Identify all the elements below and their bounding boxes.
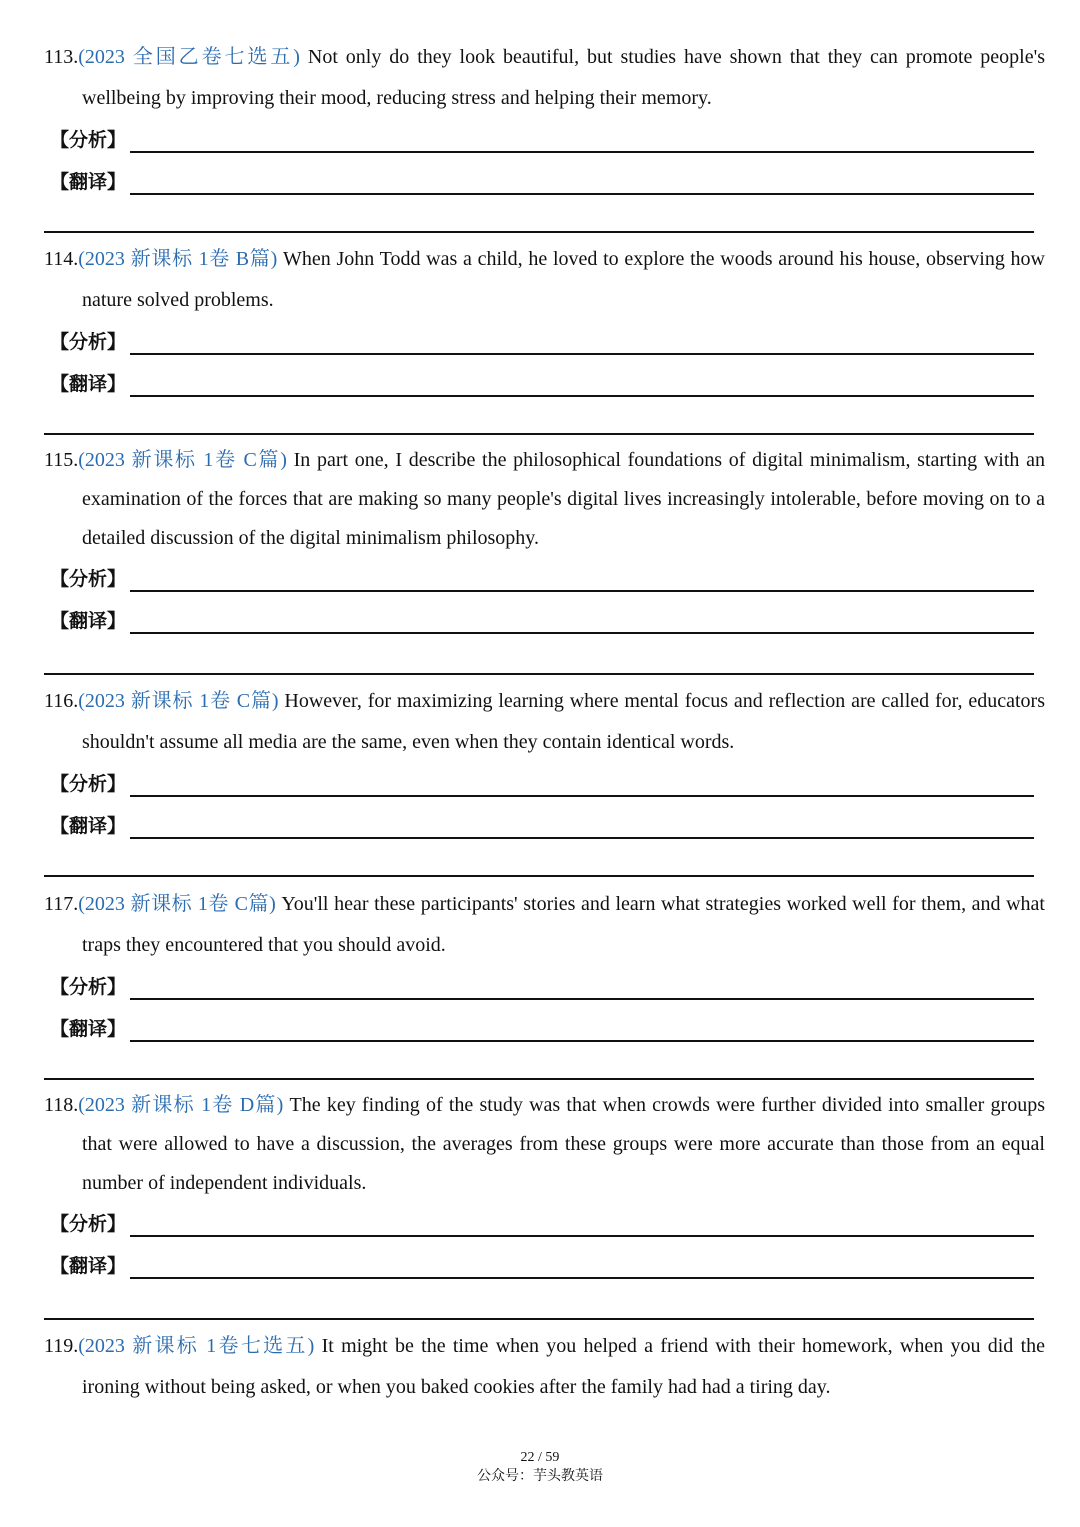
question-number: 119. xyxy=(44,1335,79,1357)
answer-line[interactable] xyxy=(130,590,1034,592)
answer-line[interactable] xyxy=(130,353,1034,355)
answer-line[interactable] xyxy=(44,875,1034,877)
translation-row xyxy=(44,805,1045,847)
question-source: (2023 新课标 1卷 C篇) xyxy=(78,690,279,712)
question-stem xyxy=(44,441,1045,558)
page-footer xyxy=(0,1449,1080,1485)
answer-line[interactable] xyxy=(130,795,1034,797)
question-source: (2023 新课标 1卷 D篇) xyxy=(78,1094,284,1116)
question-number: 115. xyxy=(44,449,79,471)
answer-line[interactable] xyxy=(130,151,1034,153)
translation-label: 【翻译】 xyxy=(50,373,127,395)
question-number: 117. xyxy=(44,893,79,915)
question-text: In part one, I describe the philosophical foundations of digital minimalism, starting with an examination of the forces that are making so many people's digital lives increasingly intolerable, before moving on to a detailed discussion of the digital minimalism philosophy. xyxy=(82,449,1045,549)
question-source: (2023 新课标 1卷 C篇) xyxy=(78,893,276,915)
translation-label: 【翻译】 xyxy=(50,610,127,632)
question-118 xyxy=(44,1086,1045,1287)
analysis-label: 【分析】 xyxy=(50,976,127,998)
analysis-row xyxy=(44,966,1045,1008)
translation-row xyxy=(44,1008,1045,1050)
answer-line[interactable] xyxy=(44,433,1034,435)
answer-line[interactable] xyxy=(44,1318,1034,1320)
question-119 xyxy=(44,1326,1045,1408)
question-source: (2023 新课标 1卷 B篇) xyxy=(78,248,278,270)
question-113 xyxy=(44,37,1045,203)
answer-line[interactable] xyxy=(44,673,1034,675)
question-number: 118. xyxy=(44,1094,79,1116)
question-stem xyxy=(44,681,1045,763)
question-text: The key finding of the study was that when crowds were further divided into smaller groups that were allowed to have a discussion, the averages from these groups were more accurate than those from an equal number of independent individuals. xyxy=(82,1094,1045,1194)
answer-line[interactable] xyxy=(130,837,1034,839)
question-text: You'll hear these participants' stories and learn what strategies worked well for them, and what traps they encountered that you should avoid. xyxy=(82,893,1045,956)
question-117 xyxy=(44,884,1045,1050)
analysis-row xyxy=(44,119,1045,161)
translation-row xyxy=(44,363,1045,405)
question-number: 114. xyxy=(44,248,79,270)
question-number: 116. xyxy=(44,690,79,712)
translation-row xyxy=(44,161,1045,203)
answer-line[interactable] xyxy=(130,1040,1034,1042)
translation-row xyxy=(44,600,1045,642)
question-text: It might be the time when you helped a friend with their homework, when you did the ironing without being asked, or when you baked cookies after the family had had a tiring day. xyxy=(82,1335,1045,1398)
answer-line[interactable] xyxy=(44,231,1034,233)
analysis-row xyxy=(44,1203,1045,1245)
question-stem xyxy=(44,1086,1045,1203)
question-source: (2023 新课标 1卷七选五) xyxy=(78,1335,315,1357)
analysis-label: 【分析】 xyxy=(50,1213,127,1235)
question-116 xyxy=(44,681,1045,847)
translation-label: 【翻译】 xyxy=(50,1255,127,1277)
translation-label: 【翻译】 xyxy=(50,171,127,193)
answer-line[interactable] xyxy=(130,1235,1034,1237)
answer-line[interactable] xyxy=(130,632,1034,634)
translation-label: 【翻译】 xyxy=(50,815,127,837)
analysis-label: 【分析】 xyxy=(50,129,127,151)
answer-line[interactable] xyxy=(44,1078,1034,1080)
question-text: However, for maximizing learning where mental focus and reflection are called for, educators shouldn't assume all media are the same, even when they contain identical words. xyxy=(82,690,1045,753)
analysis-row xyxy=(44,763,1045,805)
question-114 xyxy=(44,239,1045,405)
answer-line[interactable] xyxy=(130,395,1034,397)
question-115 xyxy=(44,441,1045,642)
question-source: (2023 新课标 1卷 C篇) xyxy=(78,449,287,471)
answer-line[interactable] xyxy=(130,193,1034,195)
question-text: Not only do they look beautiful, but studies have shown that they can promote people's wellbeing by improving their mood, reducing stress and helping their memory. xyxy=(82,46,1046,109)
page-number: 22 / 59 xyxy=(520,1450,560,1465)
question-number: 113. xyxy=(44,46,79,68)
question-stem xyxy=(44,37,1045,119)
question-stem xyxy=(44,1326,1045,1408)
answer-line[interactable] xyxy=(130,1277,1034,1279)
translation-label: 【翻译】 xyxy=(50,1018,127,1040)
answer-line[interactable] xyxy=(130,998,1034,1000)
analysis-row xyxy=(44,321,1045,363)
analysis-label: 【分析】 xyxy=(50,331,127,353)
question-text: When John Todd was a child, he loved to explore the woods around his house, observing how nature solved problems. xyxy=(82,248,1045,311)
analysis-row xyxy=(44,558,1045,600)
question-stem xyxy=(44,239,1045,321)
question-source: (2023 全国乙卷七选五) xyxy=(78,46,300,68)
analysis-label: 【分析】 xyxy=(50,568,127,590)
wechat-account: 公众号：芋头教英语 xyxy=(477,1468,603,1484)
analysis-label: 【分析】 xyxy=(50,773,127,795)
question-stem xyxy=(44,884,1045,966)
translation-row xyxy=(44,1245,1045,1287)
